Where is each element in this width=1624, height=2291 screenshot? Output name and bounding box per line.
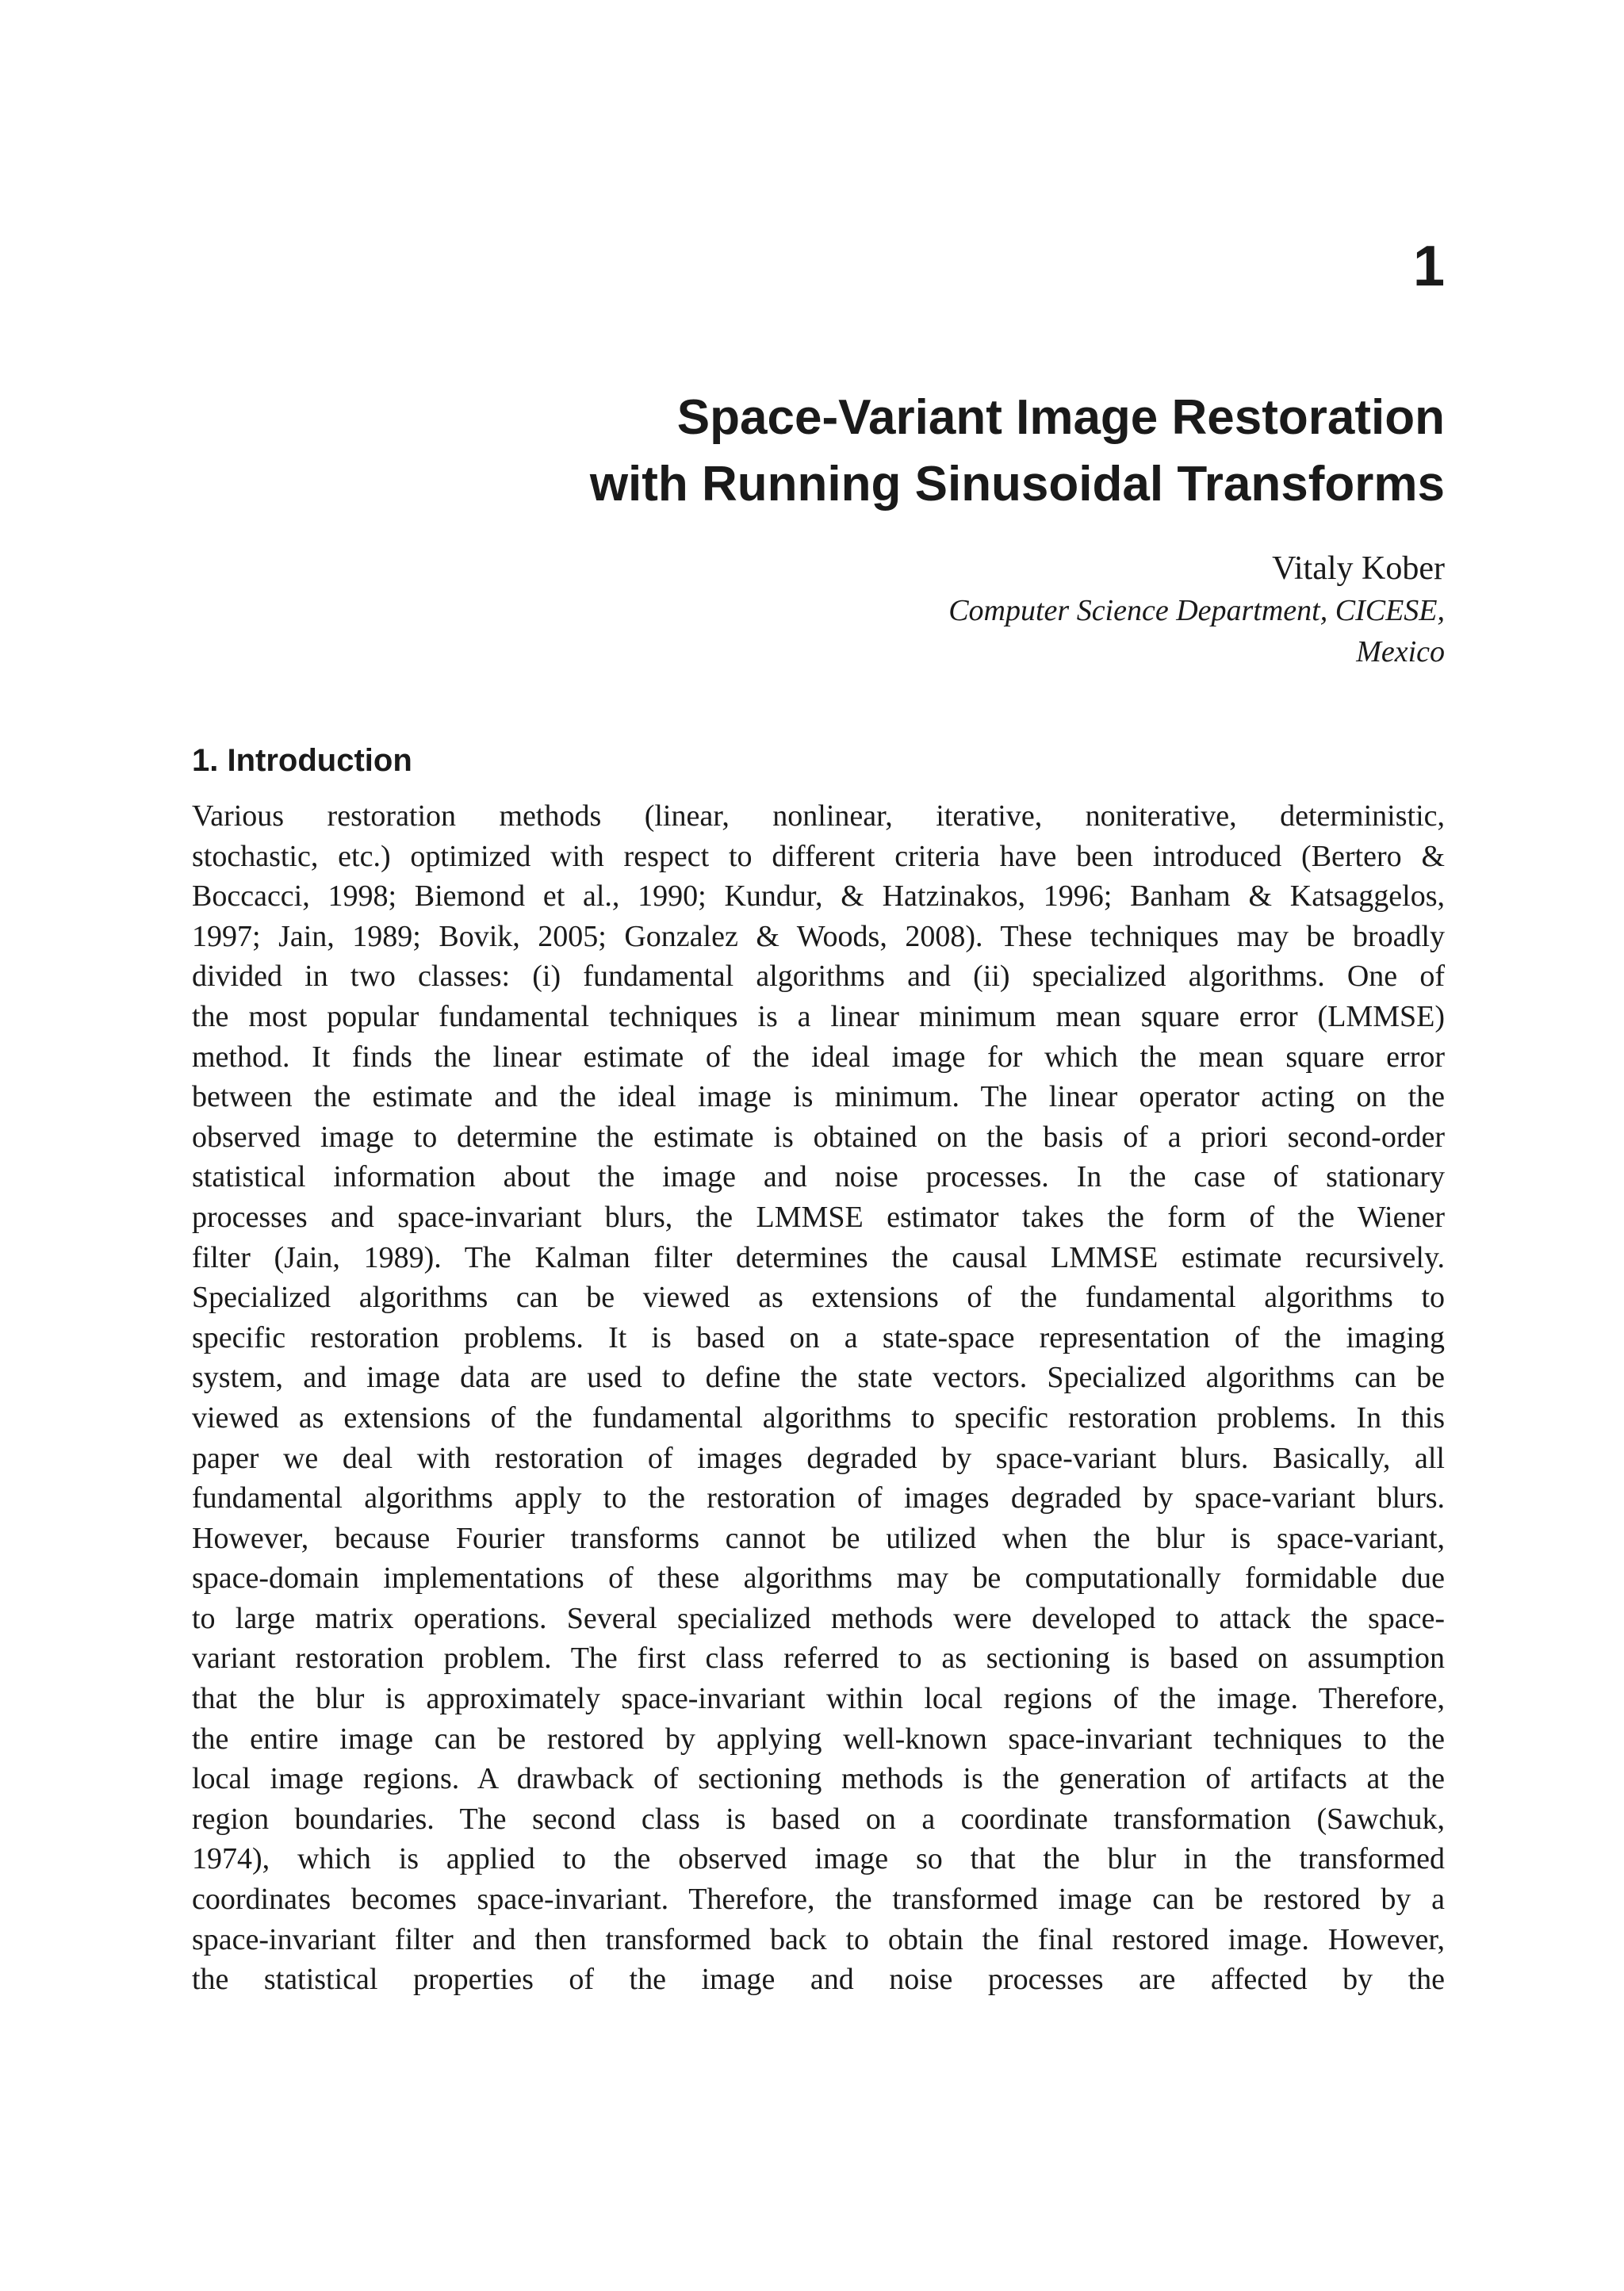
paragraph-line: coordinates becomes space-invariant. Therefore, the transformed image can be restored by a: [192, 1883, 1445, 1917]
paragraph-line: However, because Fourier transforms cannot be utilized when the blur is space-variant,: [192, 1521, 1445, 1555]
paragraph-line: system, and image data are used to define the state vectors. Specialized algorithms can be: [192, 1361, 1445, 1395]
paragraph-line: region boundaries. The second class is based on a coordinate transformation (Sawchuk,: [192, 1802, 1445, 1836]
author-block: [948, 547, 1445, 672]
paragraph-line: local image regions. A drawback of sectioning methods is the generation of artifacts at the: [192, 1762, 1445, 1796]
chapter-number: 1: [1412, 235, 1445, 298]
paragraph-line: that the blur is approximately space-invariant within local regions of the image. Therefore,: [192, 1682, 1445, 1716]
paragraph-line: viewed as extensions of the fundamental algorithms to specific restoration problems. In this: [192, 1400, 1445, 1435]
paragraph-line: Specialized algorithms can be viewed as extensions of the fundamental algorithms to: [192, 1281, 1445, 1315]
chapter-title-line: with Running Sinusoidal Transforms: [589, 457, 1445, 511]
paragraph-line: space-domain implementations of these algorithms may be computationally formidable due: [192, 1561, 1445, 1596]
paragraph-line: Boccacci, 1998; Biemond et al., 1990; Kundur, & Hatzinakos, 1996; Banham & Katsaggelos,: [192, 879, 1445, 914]
author-affiliation-line: Computer Science Department, CICESE,: [948, 594, 1445, 627]
chapter-title-line: Space-Variant Image Restoration: [676, 390, 1445, 445]
paragraph-line: 1974), which is applied to the observed image so that the blur in the transformed: [192, 1842, 1445, 1876]
paragraph-line: the entire image can be restored by applying well-known space-invariant techniques to the: [192, 1722, 1445, 1756]
paragraph-line: fundamental algorithms apply to the restoration of images degraded by space-variant blurs.: [192, 1481, 1445, 1515]
paragraph-line: specific restoration problems. It is based on a state-space representation of the imaging: [192, 1320, 1445, 1354]
paragraph-line: divided in two classes: (i) fundamental algorithms and (ii) specialized algorithms. One of: [192, 960, 1445, 994]
chapter-title: [590, 385, 1445, 518]
paragraph-line: stochastic, etc.) optimized with respect to different criteria have been introduced (Bertero &: [192, 839, 1445, 873]
paragraph-line: between the estimate and the ideal image is minimum. The linear operator acting on the: [192, 1080, 1445, 1114]
paragraph-line: observed image to determine the estimate is obtained on the basis of a priori second-order: [192, 1120, 1445, 1154]
paragraph-line: the most popular fundamental techniques is a linear minimum mean square error (LMMSE): [192, 999, 1445, 1033]
body-paragraph: [192, 796, 1445, 2000]
paragraph-line: the statistical properties of the image and noise processes are affected by the: [192, 1963, 1445, 1997]
author-affiliation-line: Mexico: [1356, 635, 1445, 669]
paragraph-line: to large matrix operations. Several specialized methods were developed to attack the space-: [192, 1601, 1445, 1635]
paragraph-line: method. It finds the linear estimate of the ideal image for which the mean square error: [192, 1040, 1445, 1074]
paragraph-line: 1997; Jain, 1989; Bovik, 2005; Gonzalez & Woods, 2008). These techniques may be broadly: [192, 919, 1445, 953]
paragraph-line: processes and space-invariant blurs, the LMMSE estimator takes the form of the Wiener: [192, 1200, 1445, 1234]
paragraph-line: statistical information about the image and noise processes. In the case of stationary: [192, 1160, 1445, 1194]
paragraph-line: Various restoration methods (linear, nonlinear, iterative, noniterative, deterministic,: [192, 799, 1445, 833]
section-heading: 1. Introduction: [192, 743, 412, 778]
author-name: Vitaly Kober: [1272, 550, 1445, 587]
paragraph-line: variant restoration problem. The first class referred to as sectioning is based on assumption: [192, 1642, 1445, 1676]
paragraph-line: filter (Jain, 1989). The Kalman filter determines the causal LMMSE estimate recursively.: [192, 1240, 1445, 1274]
paragraph-line: space-invariant filter and then transformed back to obtain the final restored image. However,: [192, 1922, 1445, 1956]
paragraph-line: paper we deal with restoration of images degraded by space-variant blurs. Basically, all: [192, 1441, 1445, 1475]
